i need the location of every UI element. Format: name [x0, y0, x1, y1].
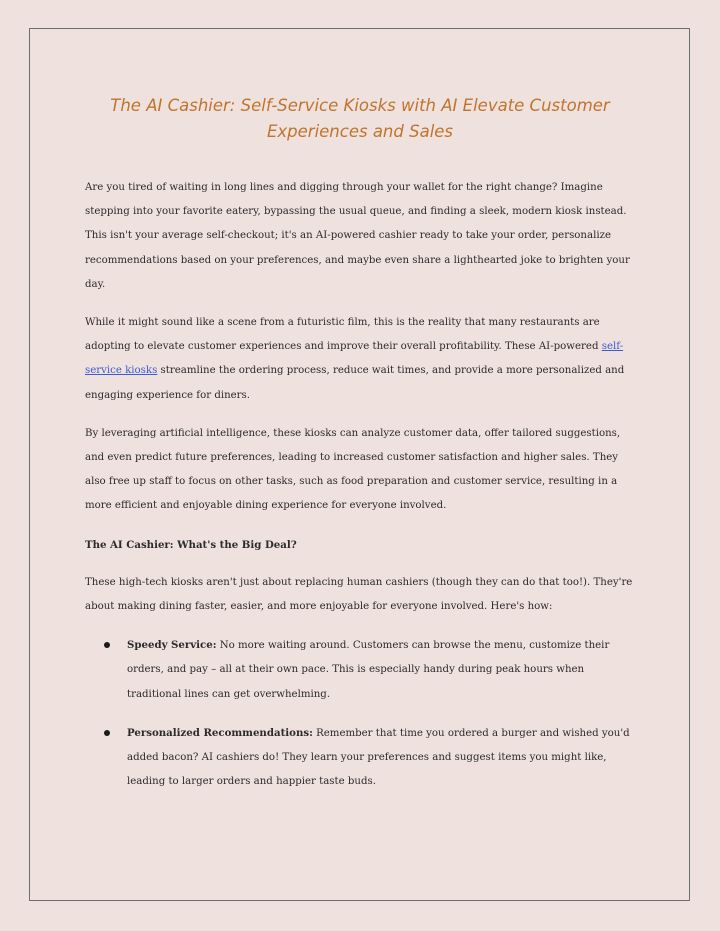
list-item — [85, 721, 641, 795]
paragraph-how: These high-tech kiosks aren't just about replacing human cashiers (though they can do that too!). They're about making dining faster, easier, and more enjoyable for everyone involved. Here's how: — [85, 576, 633, 613]
bullet-icon — [104, 730, 110, 736]
document-body — [85, 176, 641, 808]
bullet-text: Remember that time you ordered a burger and wished you'd added bacon? AI cashiers do! They learn your preferences and suggest items you might like, leading to larger orders and happier taste buds. — [127, 727, 630, 788]
document-title: The AI Cashier: Self-Service Kiosks with AI Elevate Customer Experiences and Sales — [110, 96, 610, 141]
bullet-text: No more waiting around. Customers can browse the menu, customize their orders, and pay – all at their own pace. This is especially handy during peak hours when traditional lines can get overwhelming. — [127, 640, 610, 700]
bullet-term: Personalized Recommendations: — [127, 726, 313, 739]
list-item — [85, 633, 641, 707]
section-heading: The AI Cashier: What's the Big Deal? — [85, 538, 297, 551]
self-service-kiosks-link[interactable]: self-service kiosks — [85, 341, 624, 377]
paragraph-reality — [85, 311, 641, 408]
bullet-term: Speedy Service: — [127, 639, 217, 652]
bullet-icon — [104, 642, 110, 648]
paragraph-leveraging: By leveraging artificial intelligence, these kiosks can analyze customer data, offer tailored suggestions, and even predict future preferences, leading to increased customer satisfaction and higher sales. They also free up staff to focus on other tasks, such as food preparation and customer service, resulting in a more efficient and enjoyable dining experience for everyone involved. — [85, 427, 621, 512]
benefits-list — [85, 633, 641, 794]
paragraph-intro: Are you tired of waiting in long lines and digging through your wallet for the right change? Imagine stepping into your favorite eatery, bypassing the usual queue, and finding a sleek, modern kiosk instead. This isn't your average self-checkout; it's an AI-powered cashier ready to take your order, personalize recommendations based on your preferences, and maybe even share a lighthearted joke to brighten your day. — [85, 182, 630, 290]
paragraph-text: While it might sound like a scene from a futuristic film, this is the reality that many restaurants are adopting to elevate customer experiences and improve their overall profitability. These AI-powered — [85, 317, 602, 353]
paragraph-text: streamline the ordering process, reduce wait times, and provide a more personalized and engaging experience for diners. — [85, 365, 625, 401]
